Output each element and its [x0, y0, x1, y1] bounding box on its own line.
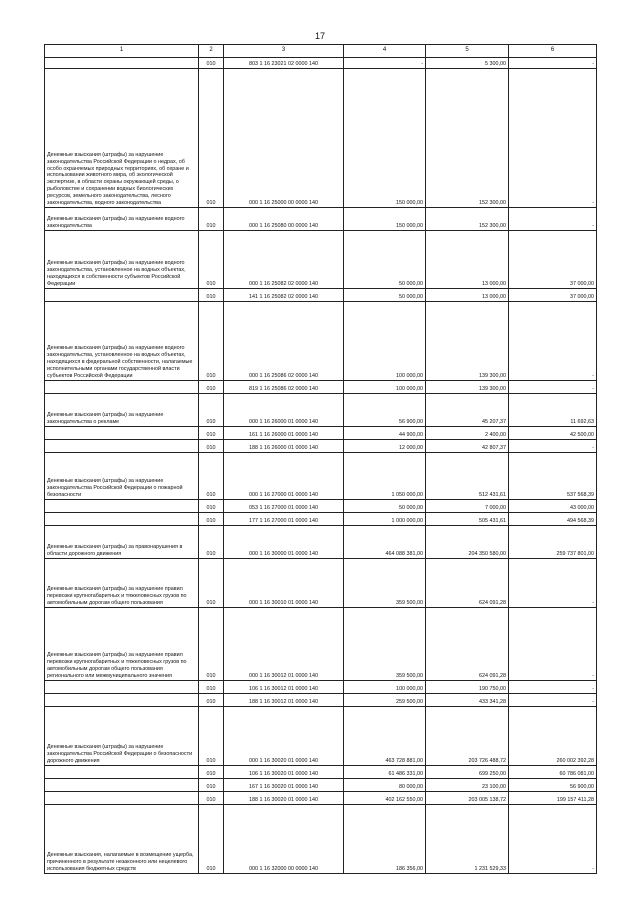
row-line-code: 010 [199, 289, 224, 302]
row-remaining-value: - [509, 805, 597, 874]
row-remaining-value: - [509, 608, 597, 681]
row-remaining-value: - [509, 381, 597, 394]
row-remaining-value: - [509, 302, 597, 381]
row-name [45, 381, 199, 394]
row-actual-value: 699 250,00 [426, 766, 509, 779]
table-row [45, 681, 597, 694]
table-row [45, 289, 597, 302]
row-name [45, 500, 199, 513]
row-remaining-value: 43 000,00 [509, 500, 597, 513]
row-remaining-value: 42 500,00 [509, 427, 597, 440]
row-budget-code: 000 1 16 25000 00 0000 140 [224, 69, 344, 208]
row-remaining-value: 11 692,63 [509, 394, 597, 427]
row-actual-value: 5 300,00 [426, 58, 509, 69]
table-row [45, 453, 597, 500]
row-plan-value: 1 050 000,00 [344, 453, 426, 500]
row-name [45, 427, 199, 440]
row-actual-value: 190 750,00 [426, 681, 509, 694]
row-remaining-value: 494 568,39 [509, 513, 597, 526]
row-actual-value: 204 350 580,00 [426, 526, 509, 559]
row-actual-value: 624 091,28 [426, 608, 509, 681]
table-row [45, 427, 597, 440]
row-plan-value: 463 728 881,00 [344, 707, 426, 766]
row-actual-value: 7 000,00 [426, 500, 509, 513]
column-header-6: 6 [509, 45, 597, 58]
row-budget-code: 000 1 16 30010 01 0000 140 [224, 559, 344, 608]
row-line-code: 010 [199, 805, 224, 874]
row-plan-value: 50 000,00 [344, 289, 426, 302]
row-name [45, 766, 199, 779]
row-remaining-value: - [509, 681, 597, 694]
row-name: Денежные взыскания (штрафы) за нарушение правил перевозки крупногабаритных и тяжеловесных грузов по автомобильным дорогам общего пользования [45, 559, 199, 608]
table-row [45, 707, 597, 766]
table-row [45, 500, 597, 513]
row-name: Денежные взыскания (штрафы) за правонарушения в области дорожного движения [45, 526, 199, 559]
row-actual-value: 152 300,00 [426, 69, 509, 208]
row-plan-value: 100 000,00 [344, 381, 426, 394]
row-plan-value: 464 088 381,00 [344, 526, 426, 559]
row-actual-value: 13 000,00 [426, 289, 509, 302]
row-name [45, 694, 199, 707]
row-remaining-value: - [509, 69, 597, 208]
row-plan-value: 100 000,00 [344, 302, 426, 381]
row-plan-value: 50 000,00 [344, 500, 426, 513]
row-name: Денежные взыскания (штрафы) за нарушение законодательства о рекламе [45, 394, 199, 427]
row-line-code: 010 [199, 231, 224, 289]
row-plan-value: 1 000 000,00 [344, 513, 426, 526]
row-budget-code: 167 1 16 30020 01 0000 140 [224, 779, 344, 792]
column-header-2: 2 [199, 45, 224, 58]
row-plan-value: 359 500,00 [344, 559, 426, 608]
row-line-code: 010 [199, 58, 224, 69]
row-line-code: 010 [199, 208, 224, 231]
row-budget-code: 161 1 16 26000 01 0000 140 [224, 427, 344, 440]
row-line-code: 010 [199, 513, 224, 526]
row-line-code: 010 [199, 453, 224, 500]
row-plan-value: 80 000,00 [344, 779, 426, 792]
row-plan-value: 61 486 331,00 [344, 766, 426, 779]
row-remaining-value: - [509, 440, 597, 453]
row-line-code: 010 [199, 694, 224, 707]
row-plan-value: 259 500,00 [344, 694, 426, 707]
table-row [45, 766, 597, 779]
row-line-code: 010 [199, 526, 224, 559]
row-actual-value: 2 400,00 [426, 427, 509, 440]
row-name: Денежные взыскания (штрафы) за нарушение правил перевозки крупногабаритных и тяжеловесных грузов по автомобильным дорогам общего пользования регионального или межмуниципального значения [45, 608, 199, 681]
row-remaining-value: 60 786 081,00 [509, 766, 597, 779]
report-body [45, 58, 597, 874]
row-name: Денежные взыскания (штрафы) за нарушение законодательства Российской Федерации о безопасности дорожного движения [45, 707, 199, 766]
row-plan-value: 12 000,00 [344, 440, 426, 453]
row-budget-code: 000 1 16 25086 02 0000 140 [224, 302, 344, 381]
row-name [45, 289, 199, 302]
row-plan-value: 150 000,00 [344, 208, 426, 231]
row-remaining-value: 199 157 411,28 [509, 792, 597, 805]
row-budget-code: 188 1 16 30012 01 0000 140 [224, 694, 344, 707]
row-remaining-value: 259 737 801,00 [509, 526, 597, 559]
row-actual-value: 203 005 138,72 [426, 792, 509, 805]
table-row [45, 694, 597, 707]
row-name [45, 779, 199, 792]
table-row [45, 69, 597, 208]
report-table [44, 44, 597, 874]
row-plan-value: 44 900,00 [344, 427, 426, 440]
table-row [45, 208, 597, 231]
row-plan-value: 56 900,00 [344, 394, 426, 427]
table-row [45, 381, 597, 394]
row-name [45, 58, 199, 69]
row-actual-value: 505 431,61 [426, 513, 509, 526]
row-plan-value: 402 162 550,00 [344, 792, 426, 805]
table-row [45, 779, 597, 792]
row-name: Денежные взыскания (штрафы) за нарушение водного законодательства, установленное на водных объектах, находящихся в федеральной собственности, налагаемые исполнительными органами государственной власти субъектов Российской Федерации [45, 302, 199, 381]
row-line-code: 010 [199, 681, 224, 694]
row-remaining-value: 37 000,00 [509, 289, 597, 302]
row-plan-value: - [344, 58, 426, 69]
row-remaining-value: - [509, 559, 597, 608]
row-name [45, 792, 199, 805]
table-row [45, 513, 597, 526]
table-row [45, 559, 597, 608]
row-budget-code: 803 1 16 23021 02 0000 140 [224, 58, 344, 69]
column-header-5: 5 [426, 45, 509, 58]
table-row [45, 792, 597, 805]
row-line-code: 010 [199, 381, 224, 394]
row-budget-code: 188 1 16 26000 01 0000 140 [224, 440, 344, 453]
row-budget-code: 106 1 16 30012 01 0000 140 [224, 681, 344, 694]
row-plan-value: 150 000,00 [344, 69, 426, 208]
header-row [45, 45, 597, 58]
row-budget-code: 000 1 16 27000 01 0000 140 [224, 453, 344, 500]
row-name: Денежные взыскания, налагаемые в возмещение ущерба, причиненного в результате незаконного или нецелевого использования бюджетных средств [45, 805, 199, 874]
row-name: Денежные взыскания (штрафы) за нарушение законодательства Российской Федерации о недрах, об особо охраняемых природных территориях, об охране и использовании животного мира, об экологической экспертизе, в области охраны окружающей среды, о рыболовстве и сохранении водных биологических ресурсов, земельного законодательства, лесного законодательства, водного законодательства [45, 69, 199, 208]
row-budget-code: 141 1 16 25082 02 0000 140 [224, 289, 344, 302]
row-actual-value: 152 300,00 [426, 208, 509, 231]
table-row [45, 526, 597, 559]
row-actual-value: 139 300,00 [426, 302, 509, 381]
row-line-code: 010 [199, 394, 224, 427]
row-budget-code: 000 1 16 25080 00 0000 140 [224, 208, 344, 231]
row-remaining-value: 260 002 392,28 [509, 707, 597, 766]
row-budget-code: 000 1 16 32000 00 0000 140 [224, 805, 344, 874]
row-line-code: 010 [199, 440, 224, 453]
row-actual-value: 139 300,00 [426, 381, 509, 394]
table-row [45, 608, 597, 681]
row-plan-value: 359 500,00 [344, 608, 426, 681]
row-name [45, 513, 199, 526]
column-header-4: 4 [344, 45, 426, 58]
row-budget-code: 000 1 16 25082 02 0000 140 [224, 231, 344, 289]
row-actual-value: 512 431,61 [426, 453, 509, 500]
row-actual-value: 42 807,37 [426, 440, 509, 453]
row-budget-code: 000 1 16 30020 01 0000 140 [224, 707, 344, 766]
row-line-code: 010 [199, 779, 224, 792]
row-name [45, 681, 199, 694]
row-line-code: 010 [199, 427, 224, 440]
row-line-code: 010 [199, 707, 224, 766]
row-actual-value: 23 100,00 [426, 779, 509, 792]
table-row [45, 805, 597, 874]
table-row [45, 440, 597, 453]
table-row [45, 302, 597, 381]
row-line-code: 010 [199, 766, 224, 779]
table-row [45, 58, 597, 69]
row-line-code: 010 [199, 500, 224, 513]
row-remaining-value: - [509, 58, 597, 69]
row-name: Денежные взыскания (штрафы) за нарушение законодательства Российской Федерации о пожарной безопасности [45, 453, 199, 500]
row-actual-value: 433 341,28 [426, 694, 509, 707]
row-budget-code: 106 1 16 30020 01 0000 140 [224, 766, 344, 779]
row-actual-value: 624 091,28 [426, 559, 509, 608]
row-actual-value: 1 231 529,33 [426, 805, 509, 874]
table-row [45, 394, 597, 427]
row-budget-code: 819 1 16 25086 02 0000 140 [224, 381, 344, 394]
column-header-3: 3 [224, 45, 344, 58]
row-budget-code: 188 1 16 30020 01 0000 140 [224, 792, 344, 805]
row-budget-code: 000 1 16 30000 01 0000 140 [224, 526, 344, 559]
column-header-1: 1 [45, 45, 199, 58]
row-remaining-value: - [509, 694, 597, 707]
row-plan-value: 50 000,00 [344, 231, 426, 289]
row-budget-code: 000 1 16 30012 01 0000 140 [224, 608, 344, 681]
row-name: Денежные взыскания (штрафы) за нарушение водного законодательства, установленное на водных объектах, находящихся в собственности субъектов Российской Федерации [45, 231, 199, 289]
row-remaining-value: 37 000,00 [509, 231, 597, 289]
row-actual-value: 45 207,37 [426, 394, 509, 427]
row-actual-value: 203 726 488,72 [426, 707, 509, 766]
row-line-code: 010 [199, 302, 224, 381]
row-plan-value: 186 356,00 [344, 805, 426, 874]
row-budget-code: 177 1 16 27000 01 0000 140 [224, 513, 344, 526]
row-name [45, 440, 199, 453]
row-line-code: 010 [199, 608, 224, 681]
row-line-code: 010 [199, 69, 224, 208]
row-plan-value: 100 000,00 [344, 681, 426, 694]
row-line-code: 010 [199, 559, 224, 608]
row-actual-value: 13 000,00 [426, 231, 509, 289]
row-remaining-value: - [509, 208, 597, 231]
row-name: Денежные взыскания (штрафы) за нарушение водного законодательства [45, 208, 199, 231]
row-remaining-value: 56 900,00 [509, 779, 597, 792]
row-line-code: 010 [199, 792, 224, 805]
table-row [45, 231, 597, 289]
row-budget-code: 000 1 16 26000 01 0000 140 [224, 394, 344, 427]
page-number: 17 [314, 31, 325, 41]
row-remaining-value: 537 568,39 [509, 453, 597, 500]
row-budget-code: 053 1 16 27000 01 0000 140 [224, 500, 344, 513]
